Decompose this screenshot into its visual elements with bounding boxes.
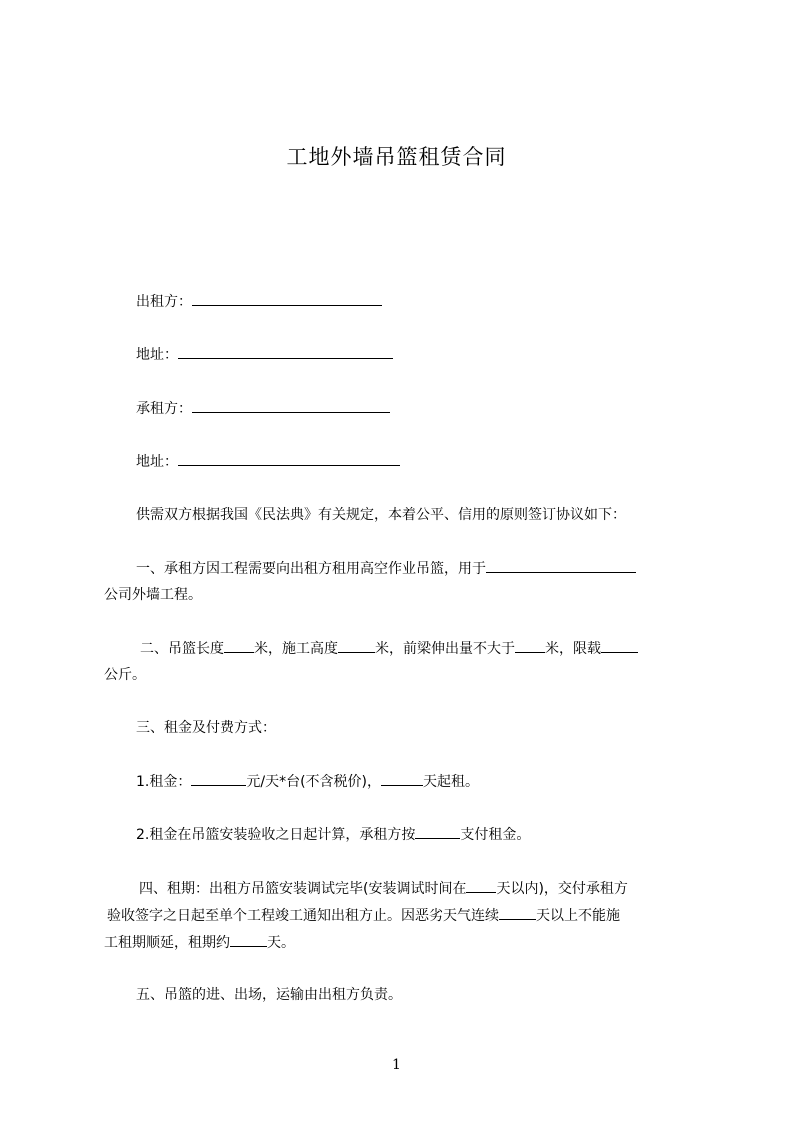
bad-weather-days-blank[interactable] — [499, 905, 536, 920]
lessor-label: 出租方： — [136, 294, 192, 310]
clause2-text-load: 米，限载 — [545, 641, 601, 657]
lessee-blank[interactable] — [192, 398, 390, 413]
beam-extension-blank[interactable] — [515, 638, 545, 653]
installation-days-blank[interactable] — [466, 878, 496, 893]
clause4-text1: 四、租期：出租方吊篮安装调试完毕(安装调试时间在 — [139, 881, 467, 897]
clause4-line3 — [104, 932, 295, 953]
clause4-line2 — [107, 905, 620, 926]
lessor-address-blank[interactable] — [178, 344, 393, 359]
lessee-label: 承租方： — [136, 401, 192, 417]
minimum-days-text: 天起租。 — [423, 774, 479, 790]
clause4-text3: 验收签字之日起至单个工程竣工通知出租方止。因恶劣天气连续 — [107, 908, 499, 924]
clause4-text4: 天以上不能施 — [536, 908, 620, 924]
clause1-line1 — [136, 558, 636, 579]
clause2-text-height: 米，施工高度 — [254, 641, 338, 657]
lessor-blank[interactable] — [192, 291, 382, 306]
lessor-line — [136, 291, 382, 312]
clause1-line2: 公司外墙工程。 — [104, 587, 202, 603]
clause1-prefix: 一、承租方因工程需要向出租方租用高空作业吊篮，用于 — [136, 561, 486, 577]
clause5: 五、吊篮的进、出场，运输由出租方负责。 — [136, 987, 402, 1003]
clause2-text-beam: 米，前梁伸出量不大于 — [375, 641, 515, 657]
page-number: 1 — [392, 1057, 401, 1073]
lessor-address-line — [136, 344, 393, 365]
work-height-blank[interactable] — [338, 638, 375, 653]
lessor-address-label: 地址： — [136, 347, 178, 363]
rent-label: 1.租金： — [136, 774, 192, 790]
clause4-text6: 天。 — [267, 935, 295, 951]
payment-method-blank[interactable] — [415, 824, 460, 839]
payment-suffix: 支付租金。 — [460, 827, 531, 843]
lessee-address-label: 地址： — [136, 454, 178, 470]
clause2-line2: 公斤。 — [104, 667, 146, 683]
lessee-line — [136, 398, 390, 419]
clause1-purpose-blank[interactable] — [486, 558, 636, 573]
payment-text: 2.租金在吊篮安装验收之日起计算，承租方按 — [136, 827, 416, 843]
load-limit-blank[interactable] — [601, 638, 638, 653]
lessee-address-line — [136, 451, 400, 472]
clause4-text5: 工租期顺延，租期约 — [104, 935, 230, 951]
minimum-days-blank[interactable] — [381, 771, 423, 786]
rent-amount-blank[interactable] — [191, 771, 246, 786]
rent-unit: 元/天*台(不含税价)， — [246, 774, 381, 790]
clause4-line1 — [139, 878, 628, 899]
clause2-text-length: 二、吊篮长度 — [140, 641, 224, 657]
clause3-item1 — [136, 771, 479, 792]
document-title: 工地外墙吊篮租赁合同 — [286, 145, 507, 169]
clause3-item2 — [136, 824, 530, 845]
lease-days-blank[interactable] — [230, 932, 267, 947]
clause2-line1 — [140, 638, 638, 659]
lessee-address-blank[interactable] — [178, 451, 400, 466]
clause4-text2: 天以内)，交付承租方 — [496, 881, 628, 897]
basket-length-blank[interactable] — [224, 638, 254, 653]
preamble: 供需双方根据我国《民法典》有关规定，本着公平、信用的原则签订协议如下： — [136, 507, 626, 523]
clause3-heading: 三、租金及付费方式： — [136, 720, 276, 736]
